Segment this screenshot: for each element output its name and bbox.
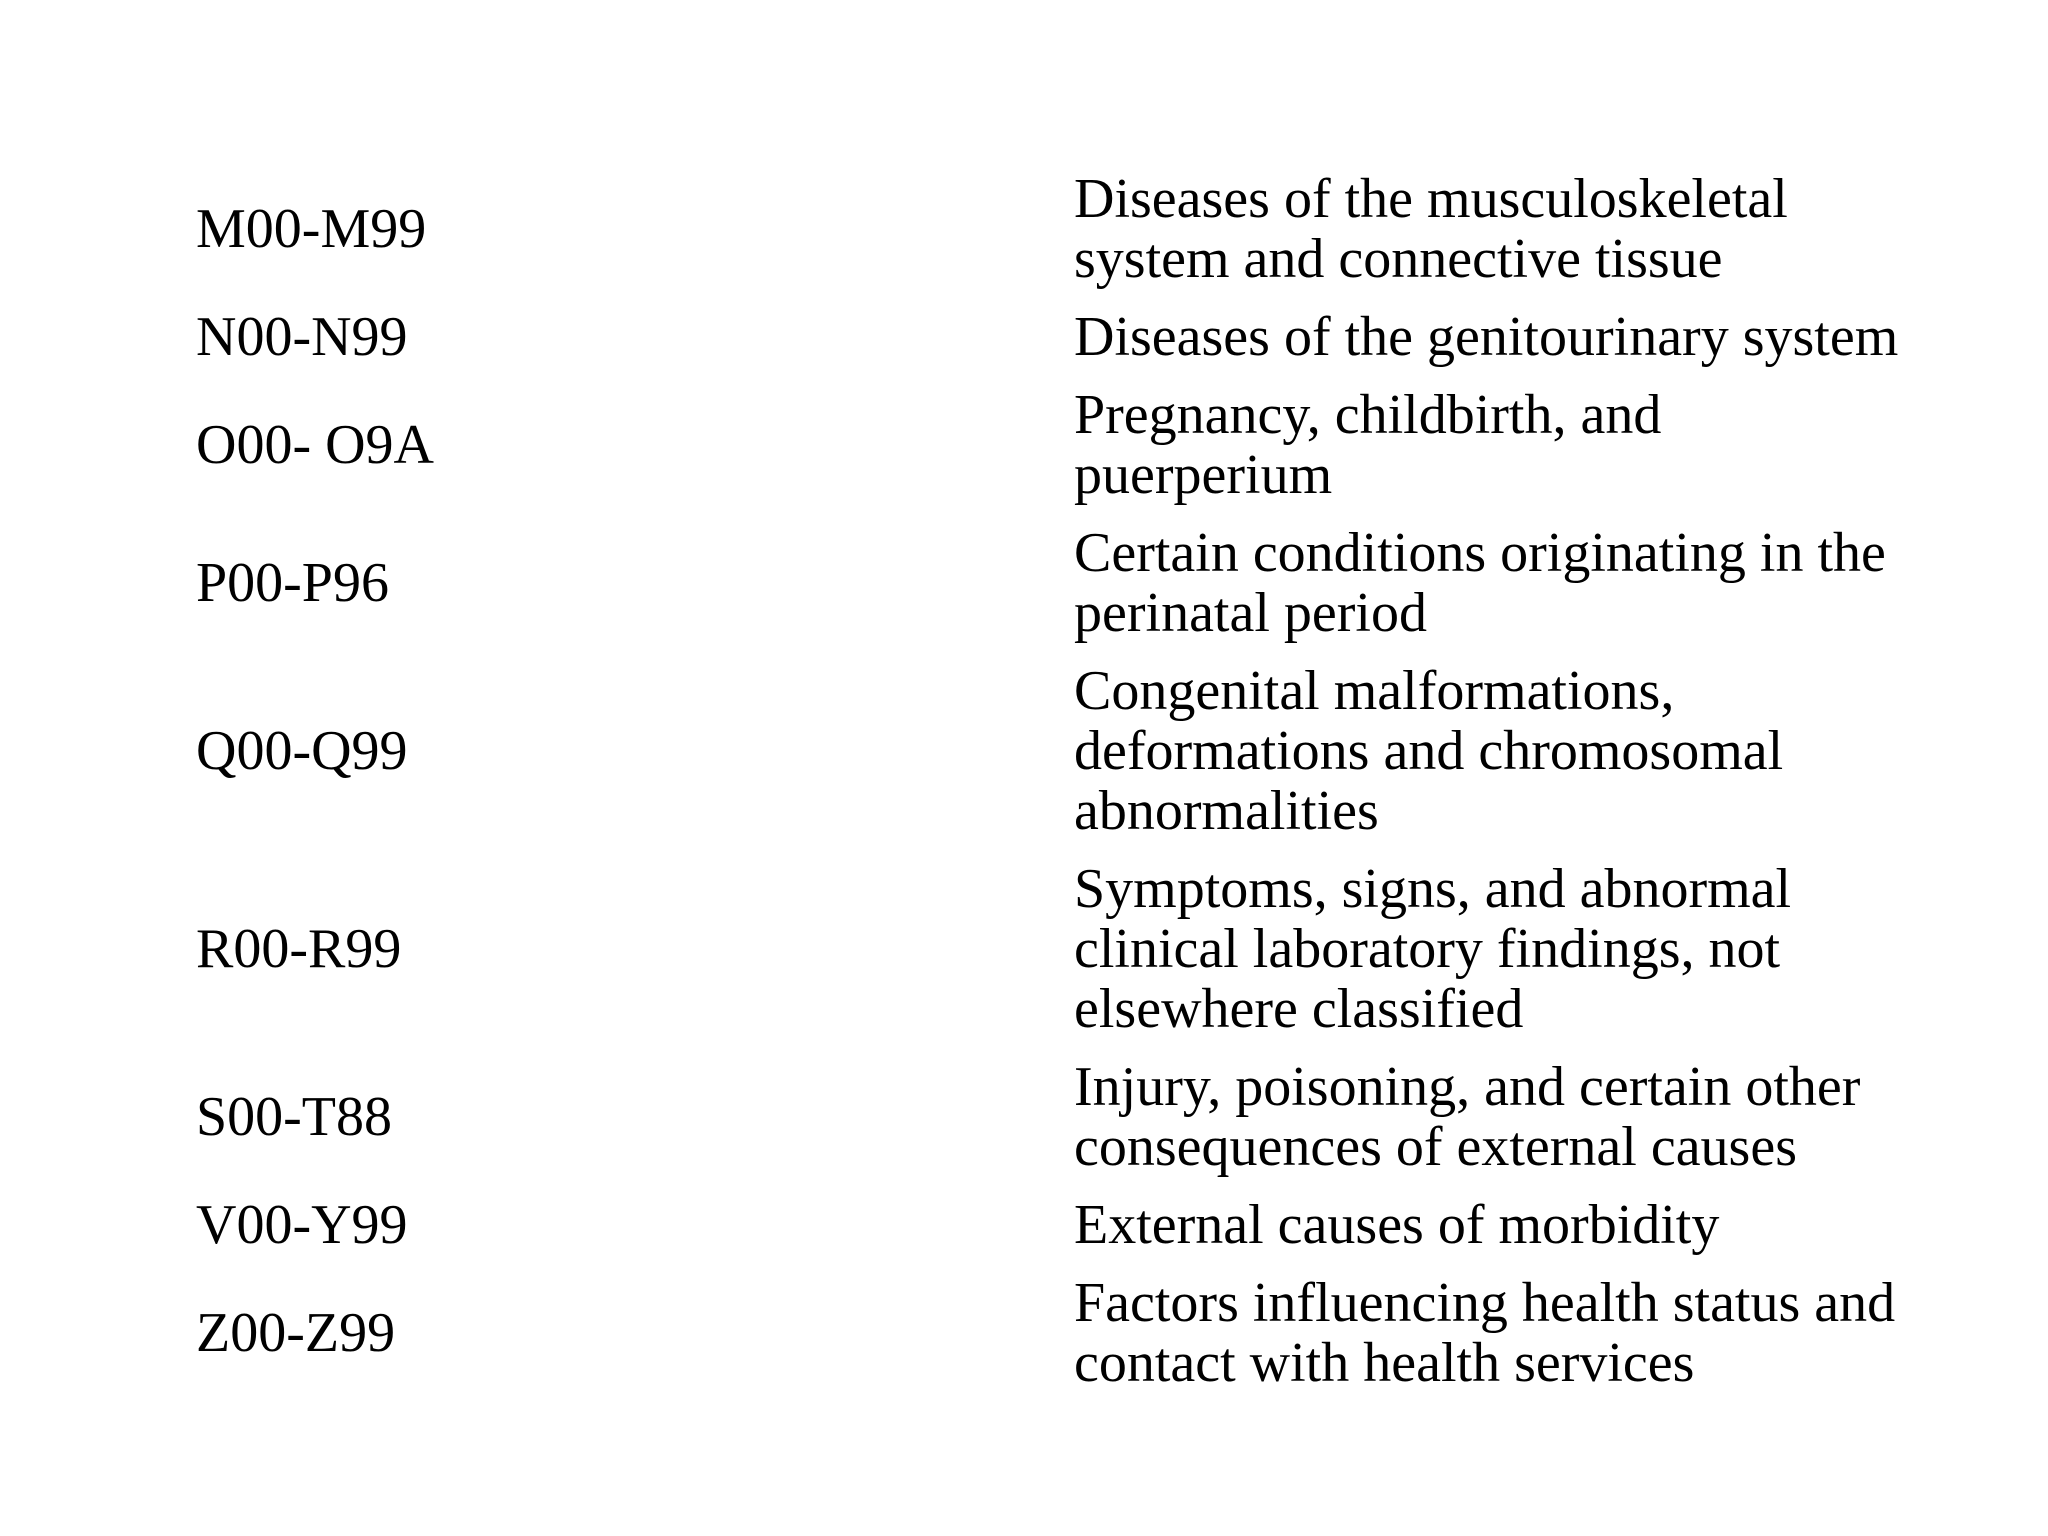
description-line: elsewhere classified (1074, 978, 1524, 1040)
description-line: Pregnancy, childbirth, and (1074, 384, 1662, 446)
table-row (196, 652, 1956, 850)
table-row (196, 1048, 1956, 1186)
description-line: External causes of morbidity (1074, 1194, 1720, 1256)
table-row (196, 850, 1956, 1048)
chapter-description (1074, 160, 1956, 298)
description-line: Symptoms, signs, and abnormal (1074, 858, 1792, 920)
table-row (196, 160, 1956, 298)
table-row (196, 376, 1956, 514)
table-row (196, 1264, 1956, 1402)
chapter-description (1074, 1048, 1956, 1186)
code-range: V00-Y99 (196, 1194, 408, 1256)
description-line: Injury, poisoning, and certain other (1074, 1056, 1861, 1118)
description-line: consequences of external causes (1074, 1116, 1797, 1178)
code-range: Z00-Z99 (196, 1302, 396, 1364)
chapter-description (1074, 514, 1956, 652)
code-range: N00-N99 (196, 306, 408, 368)
description-line: Factors influencing health status and (1074, 1272, 1896, 1334)
table-row (196, 514, 1956, 652)
description-line: abnormalities (1074, 780, 1379, 842)
code-range: R00-R99 (196, 918, 402, 980)
chapter-description (1074, 1264, 1956, 1402)
code-range: S00-T88 (196, 1086, 392, 1148)
description-line: Diseases of the musculoskeletal (1074, 168, 1788, 230)
description-line: Certain conditions originating in the (1074, 522, 1886, 584)
code-range: M00-M99 (196, 198, 427, 260)
chapter-description (1074, 298, 1956, 376)
code-range: Q00-Q99 (196, 720, 408, 782)
chapter-description (1074, 376, 1956, 514)
description-line: Diseases of the genitourinary system (1074, 306, 1899, 368)
description-line: puerperium (1074, 444, 1333, 506)
code-range: P00-P96 (196, 552, 389, 614)
description-line: deformations and chromosomal (1074, 720, 1784, 782)
table-row (196, 1186, 1956, 1264)
description-line: clinical laboratory findings, not (1074, 918, 1781, 980)
code-range: O00- O9A (196, 414, 434, 476)
description-line: Congenital malformations, (1074, 660, 1675, 722)
table-row (196, 298, 1956, 376)
description-line: system and connective tissue (1074, 228, 1723, 290)
chapter-description (1074, 1186, 1956, 1264)
description-line: contact with health services (1074, 1332, 1695, 1394)
icd-chapter-table (196, 160, 1956, 1402)
chapter-description (1074, 652, 1956, 850)
description-line: perinatal period (1074, 582, 1427, 644)
chapter-description (1074, 850, 1956, 1048)
